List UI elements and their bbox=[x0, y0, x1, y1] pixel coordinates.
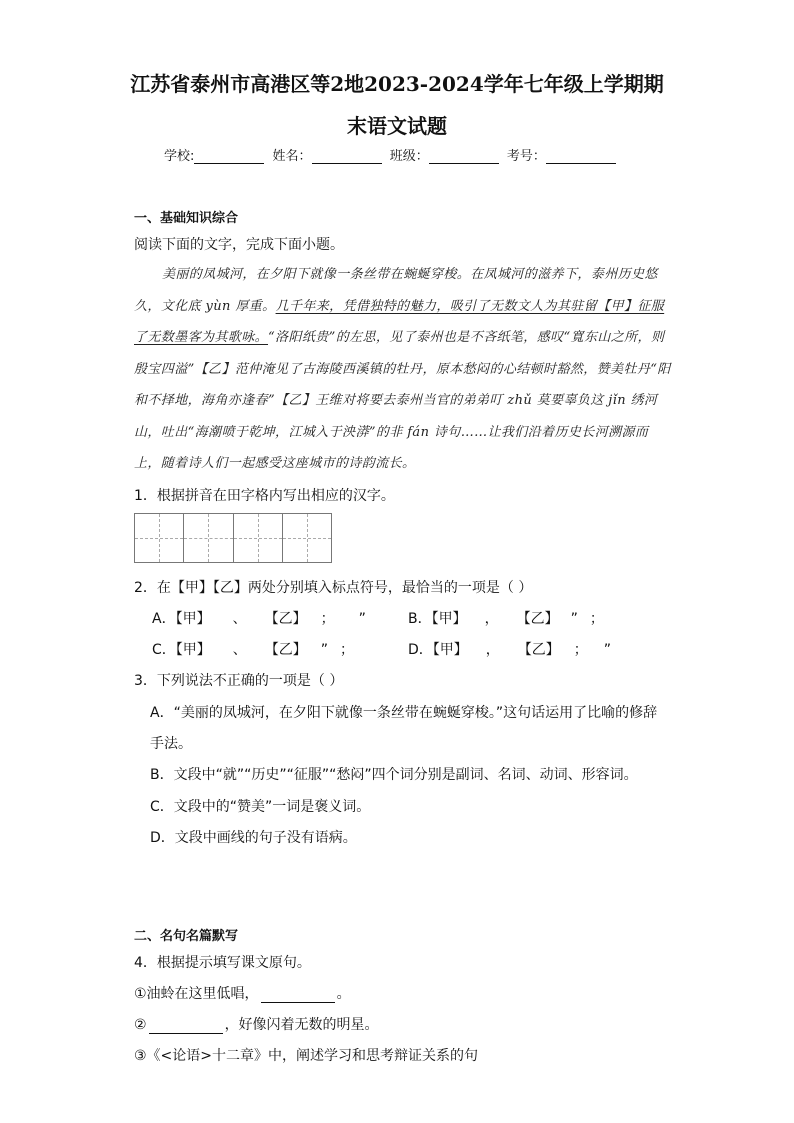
name-label: 姓名： bbox=[272, 149, 312, 164]
q2-option-c[interactable]: C．【甲】 、 【乙】 ” ； bbox=[152, 642, 355, 658]
q2-option-a[interactable]: A．【甲】 、 【乙】 ； ” bbox=[152, 611, 366, 627]
grid-cell[interactable] bbox=[135, 514, 184, 562]
q4-item-3: ③《<论语>十二章》中，阐述学习和思考辩证关系的句 bbox=[134, 1048, 479, 1064]
question-3: 3．下列说法不正确的一项是（ ） bbox=[134, 673, 344, 689]
class-label: 班级： bbox=[389, 149, 429, 164]
school-label: 学校: bbox=[164, 149, 195, 164]
question-1: 1．根据拼音在田字格内写出相应的汉字。 bbox=[134, 488, 395, 504]
q3-option-c[interactable]: C．文段中的“赞美”一词是褒义词。 bbox=[150, 799, 371, 815]
passage-part1: 美丽的凤城河，在夕阳下就像一条丝带在蜿蜒穿梭。在凤城河的滋养下，泰州历史悠久，文化底 yùn 厚重。 bbox=[134, 267, 658, 314]
section-heading-basics: 一、基础知识综合 bbox=[134, 211, 239, 226]
passage-part2: “洛阳纸贵”的左思，见了泰州也是不吝纸笔，感叹“寬东山之所，则殷宝四溢”【乙】范仲淹见了古海陵西溪镇的牡丹，原本愁闷的心结顿时豁然，赞美牡丹“阳和不择地，海角亦逢春”【乙】王维对将要去泰州当官的弟弟叮 zhǔ 莫要辜负这 jǐn 绣河山，吐出“海潮喷于乾坤，江城入于泱漭”的非 fán 诗句……让我们沿着历史长河溯源而上，随着诗人们一起感受这座城市的诗韵流长。 bbox=[134, 330, 671, 471]
q2-option-d[interactable]: D．【甲】 ， 【乙】 ； ” bbox=[408, 642, 612, 658]
reading-passage bbox=[134, 259, 674, 480]
page-title-line1: 江苏省泰州市高港区等2地2023-2024学年七年级上学期期 bbox=[130, 72, 664, 96]
grid-cell[interactable] bbox=[234, 514, 283, 562]
number-label: 考号： bbox=[506, 149, 546, 164]
page-title-line2: 末语文试题 bbox=[347, 114, 447, 138]
q4-item-2: ② ，好像闪着无数的明星。 bbox=[134, 1017, 379, 1033]
q3-option-d[interactable]: D．文段中画线的句子没有语病。 bbox=[150, 830, 357, 846]
class-blank[interactable] bbox=[429, 149, 499, 164]
name-blank[interactable] bbox=[312, 149, 382, 164]
number-blank[interactable] bbox=[546, 149, 616, 164]
answer-blank[interactable] bbox=[149, 1019, 223, 1034]
question-2: 2．在【甲】【乙】两处分别填入标点符号，最恰当的一项是（ ） bbox=[134, 580, 533, 596]
q4-item-1: ①油蛉在这里低唱， 。 bbox=[134, 986, 351, 1002]
section-heading-recitation: 二、名句名篇默写 bbox=[134, 929, 239, 944]
q3-option-a[interactable]: A．“美丽的凤城河，在夕阳下就像一条丝带在蜿蜒穿梭。”这句话运用了比喻的修辞 bbox=[150, 705, 658, 721]
reading-instruction: 阅读下面的文字，完成下面小题。 bbox=[134, 237, 344, 253]
q3-option-a-continued: 手法。 bbox=[150, 736, 192, 752]
q2-option-b[interactable]: B．【甲】 ， 【乙】 ” ； bbox=[408, 611, 604, 627]
school-blank[interactable] bbox=[194, 149, 264, 164]
grid-cell[interactable] bbox=[184, 514, 233, 562]
tianzige-grid bbox=[134, 513, 332, 563]
underlined-sentence: 几千年来，凭借独特的魅力，吸引了无数文人为其驻留【甲】征服了无数墨客为其歌咏。 bbox=[134, 298, 665, 345]
grid-cell[interactable] bbox=[283, 514, 331, 562]
student-info-row bbox=[164, 145, 620, 164]
question-4: 4．根据提示填写课文原句。 bbox=[134, 955, 311, 971]
answer-blank[interactable] bbox=[261, 988, 335, 1003]
q3-option-b[interactable]: B．文段中“就”“历史”“征服”“愁闷”四个词分别是副词、名词、动词、形容词。 bbox=[150, 767, 638, 783]
